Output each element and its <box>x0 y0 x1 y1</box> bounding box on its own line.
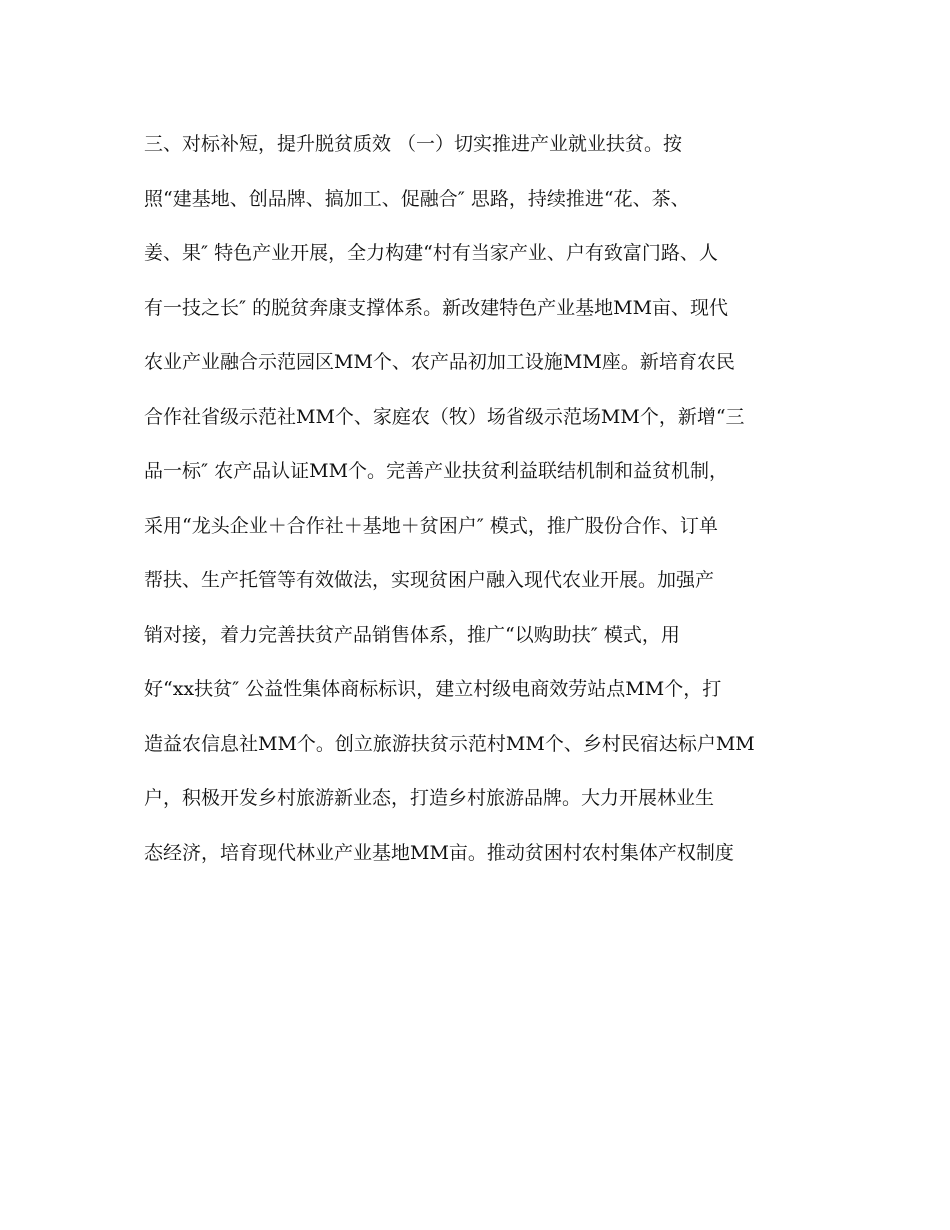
text-line-3: 姜、果″ 特色产业开展，全力构建“村有当家产业、户有致富门路、人 <box>144 242 718 264</box>
text-line-12: 造益农信息社MM个。创立旅游扶贫示范村MM个、乡村民宿达标户MM <box>144 732 755 755</box>
text-line-5: 农业产业融合示范园区MM个、农产品初加工设施MM座。新培育农民 <box>144 351 735 373</box>
text-line-8: 采用“龙头企业＋合作社＋基地＋贫困户″ 模式，推广股份合作、订单 <box>144 514 718 537</box>
text-line-11: 好“xx扶贫″ 公益性集体商标标识，建立村级电商效劳站点MM个，打 <box>144 678 722 700</box>
text-line-7: 品一标″ 农产品认证MM个。完善产业扶贫利益联结机制和益贫机制， <box>144 460 729 482</box>
text-line-9: 帮扶、生产托管等有效做法，实现贫困户融入现代农业开展。加强产 <box>144 569 715 591</box>
text-line-10: 销对接，着力完善扶贫产品销售体系，推广“以购助扶″ 模式，用 <box>144 623 680 646</box>
text-line-13: 户，积极开发乡村旅游新业态，打造乡村旅游品牌。大力开展林业生 <box>144 787 715 809</box>
text-line-1: 三、对标补短，提升脱贫质效 （一）切实推进产业就业扶贫。按 <box>144 133 683 155</box>
text-line-6: 合作社省级示范社MM个、家庭农（牧）场省级示范场MM个，新增“三 <box>144 405 745 428</box>
text-line-14: 态经济，培育现代林业产业基地MM亩。推动贫困村农村集体产权制度 <box>144 841 734 864</box>
body-paragraph <box>144 124 824 887</box>
text-line-4: 有一技之长″ 的脱贫奔康支撑体系。新改建特色产业基地MM亩、现代 <box>144 296 729 319</box>
text-line-2: 照“建基地、创品牌、搞加工、促融合″ 思路，持续推进“花、茶、 <box>144 187 690 210</box>
